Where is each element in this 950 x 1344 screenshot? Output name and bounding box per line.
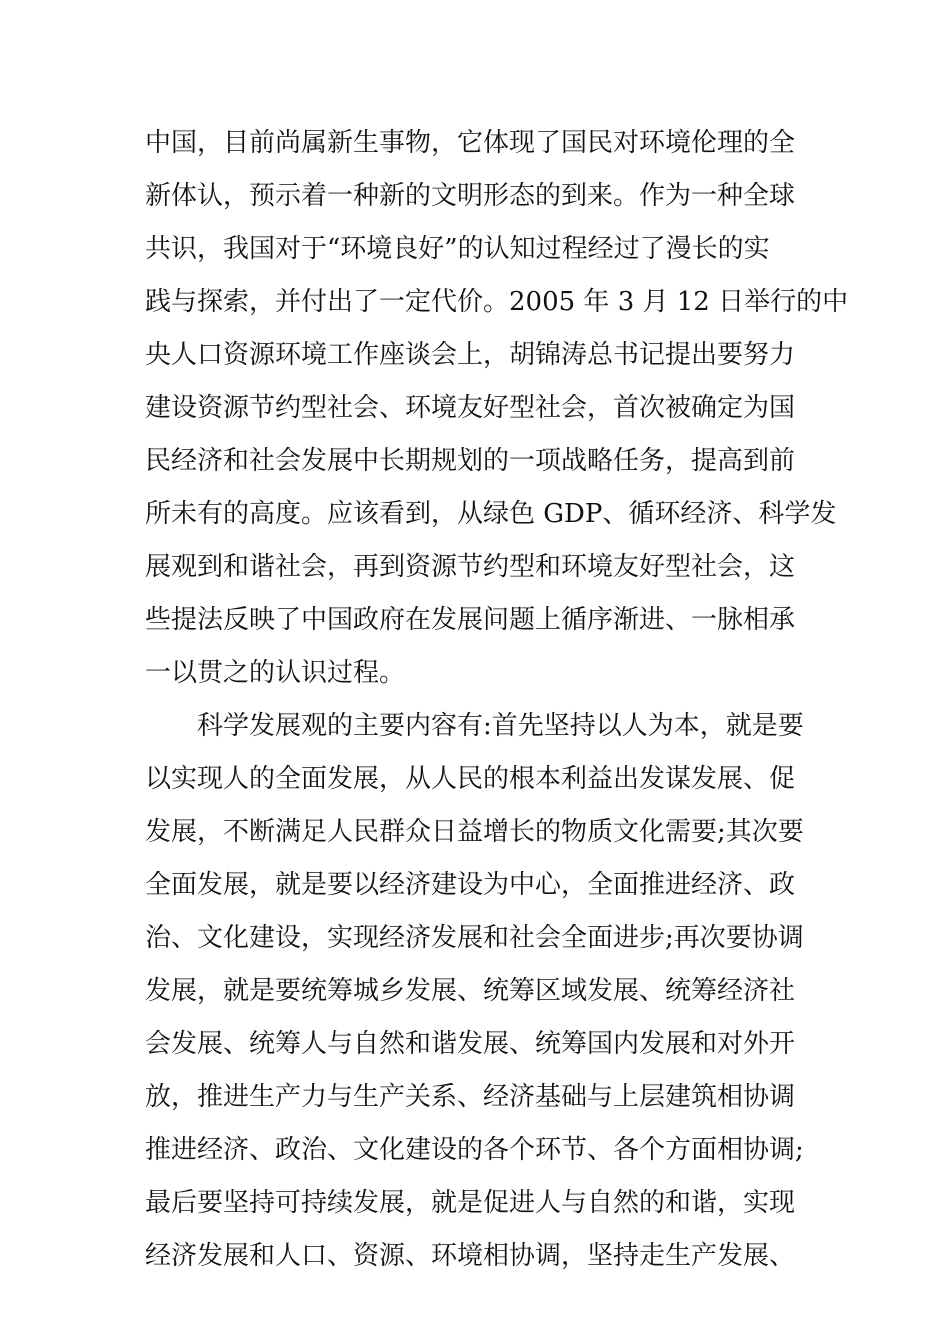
text-line: 放，推进生产力与生产关系、经济基础与上层建筑相协调: [145, 1082, 796, 1112]
text-line: 共识，我国对于“环境良好”的认知过程经过了漫长的实: [145, 234, 770, 264]
text-line: 最后要坚持可持续发展，就是促进人与自然的和谐，实现: [145, 1188, 796, 1218]
text-line: 以实现人的全面发展，从人民的根本利益出发谋发展、促: [145, 764, 796, 794]
text-line: 一以贯之的认识过程。: [145, 658, 406, 688]
text-line: 建设资源节约型社会、环境友好型社会，首次被确定为国: [145, 393, 796, 423]
text-line: 展观到和谐社会，再到资源节约型和环境友好型社会，这: [145, 552, 796, 582]
text-line: 发展，不断满足人民群众日益增长的物质文化需要;其次要: [145, 817, 804, 847]
text-line: 央人口资源环境工作座谈会上，胡锦涛总书记提出要努力: [145, 340, 796, 370]
text-line: 践与探索，并付出了一定代价。2005 年 3 月 12 日举行的中: [145, 287, 849, 317]
text-line: 发展，就是要统筹城乡发展、统筹区域发展、统筹经济社: [145, 976, 796, 1006]
text-line: 经济发展和人口、资源、环境相协调，坚持走生产发展、: [145, 1241, 796, 1271]
paragraph-first-line: 科学发展观的主要内容有:首先坚持以人为本，就是要: [197, 711, 804, 741]
text-line: 推进经济、政治、文化建设的各个环节、各个方面相协调;: [145, 1135, 804, 1165]
text-line: 所未有的高度。应该看到，从绿色 GDP、循环经济、科学发: [145, 499, 837, 529]
text-line: 民经济和社会发展中长期规划的一项战略任务，提高到前: [145, 446, 796, 476]
text-line: 中国，目前尚属新生事物，它体现了国民对环境伦理的全: [145, 128, 796, 158]
text-line: 些提法反映了中国政府在发展问题上循序渐进、一脉相承: [145, 605, 796, 635]
text-line: 全面发展，就是要以经济建设为中心，全面推进经济、政: [145, 870, 796, 900]
text-line: 新体认，预示着一种新的文明形态的到来。作为一种全球: [145, 181, 796, 211]
text-line: 会发展、统筹人与自然和谐发展、统筹国内发展和对外开: [145, 1029, 796, 1059]
text-line: 治、文化建设，实现经济发展和社会全面进步;再次要协调: [145, 923, 804, 953]
